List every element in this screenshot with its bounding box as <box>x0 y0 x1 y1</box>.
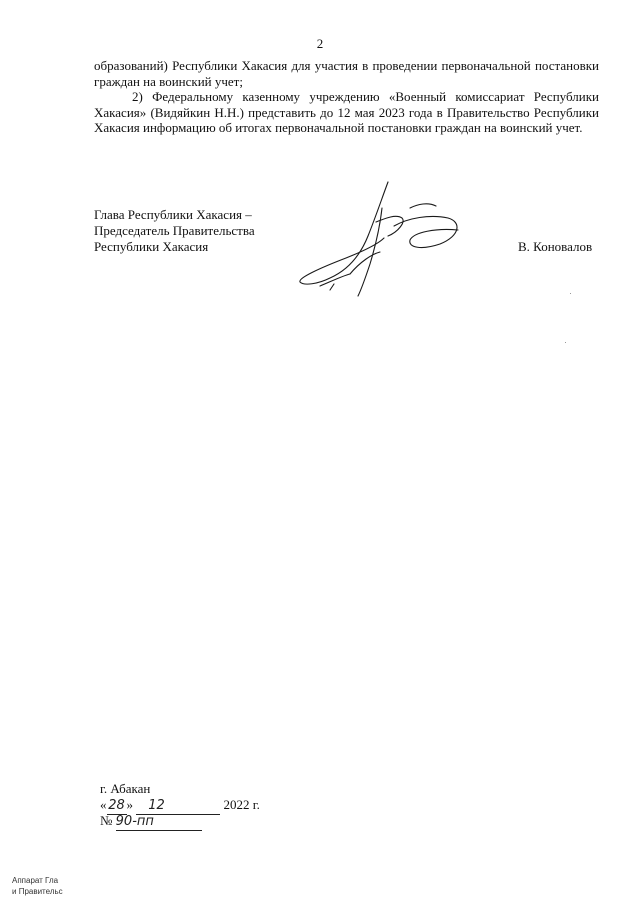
signatory-title-line: Председатель Правительства <box>94 223 255 238</box>
registration-stamp <box>12 875 63 897</box>
stamp-line: и Правительс <box>12 887 63 896</box>
issue-date <box>100 797 260 813</box>
scan-speck <box>565 342 566 343</box>
open-quote: « <box>100 797 107 812</box>
date-month: 12 <box>136 798 220 815</box>
scan-speck <box>570 293 571 294</box>
issue-details <box>100 781 260 829</box>
document-number: 90-пп <box>116 814 202 831</box>
handwritten-signature <box>290 178 490 303</box>
stamp-line: Аппарат Гла <box>12 876 59 885</box>
page-number: 2 <box>316 36 324 51</box>
number-label: № <box>100 813 113 828</box>
issue-city: г. Абакан <box>100 781 151 796</box>
signatory-title-line: Глава Республики Хакасия – <box>94 207 252 222</box>
paragraph-item-2: 2) Федеральному казенному учреждению «Военный комиссариат Республики Хакасия» (Видяйкин Н.Н.) представить до 12 мая 2023 года в Правительство Республики Хакасия информацию об итогах первоначальной постановки граждан на воинский учет. <box>94 89 599 135</box>
signatory-title <box>94 207 255 255</box>
date-day: 28 <box>108 798 125 813</box>
signatory-name: В. Коновалов <box>518 239 593 254</box>
paragraph-continuation: образований) Республики Хакасия для участия в проведении первоначальной постановки граждан на воинский учет; <box>94 58 599 89</box>
date-year: 2022 г. <box>223 797 260 812</box>
issue-number <box>100 813 260 829</box>
signatory-title-line: Республики Хакасия <box>94 239 209 254</box>
close-quote: » <box>126 797 133 812</box>
document-body <box>94 58 599 136</box>
